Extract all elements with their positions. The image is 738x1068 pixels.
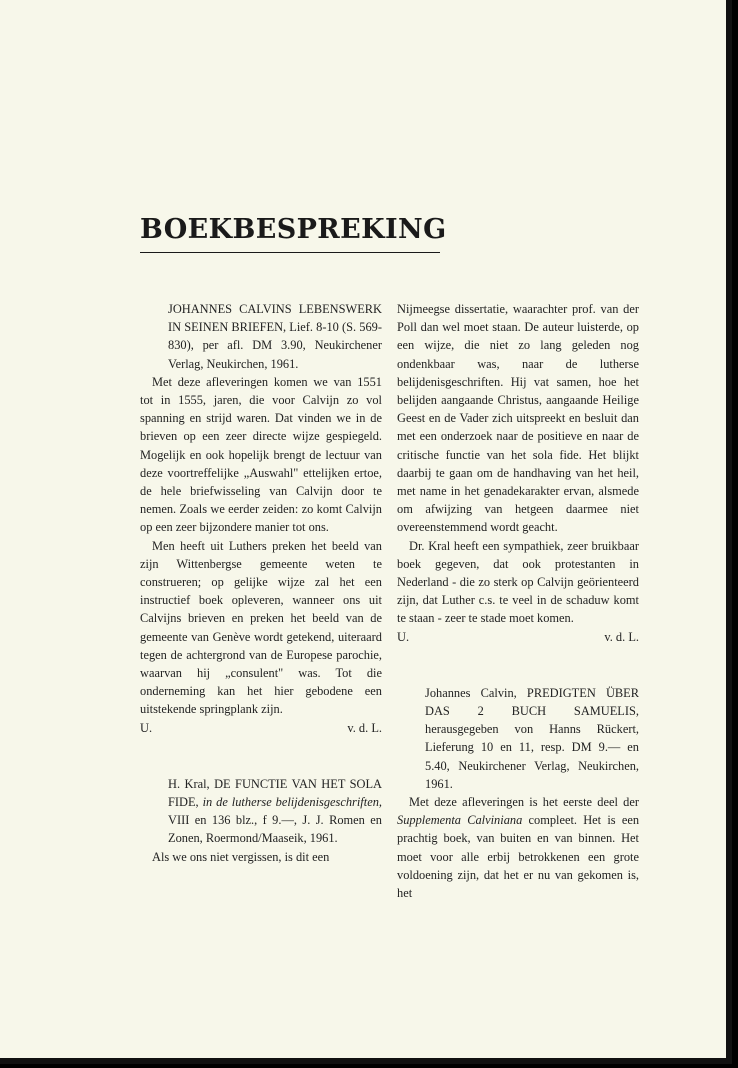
signature-initial: U. <box>140 720 153 735</box>
header-italic-text: in de lutherse belijdenisgeschriften, <box>202 795 382 810</box>
right-column <box>397 300 639 902</box>
review-header: Johannes Calvin, PREDIGTEN ÜBER DAS 2 BUCH SAMUELIS, herausgegeben von Hanns Rückert, Lieferung 10 en 11, resp. DM 9.— en 5.40, Neukirchener Verlag, Neukirchen, 1961. <box>425 685 639 791</box>
signature-initial: U. <box>397 629 410 644</box>
signature-author: v. d. L. <box>347 720 382 735</box>
title-underline <box>140 252 440 253</box>
review-sola-fide <box>140 775 382 866</box>
left-column <box>140 300 382 866</box>
review-calvins-lebenswerk <box>140 300 382 737</box>
review-paragraph <box>397 793 639 902</box>
paragraph-text: compleet. Het is een prachtig boek, van buiten en van binnen. Het moet voor alle erbij betrokkenen een grote voldoening zijn, dat het er nu van gekomen is, het <box>397 813 640 901</box>
page-title: BOEKBESPREKING <box>140 214 447 245</box>
review-paragraph-continued: Nijmeegse dissertatie, waarachter prof. van der Poll dan wel moet staan. De auteur luisterde, op een wijze, die niet zo lang geleden nog ondenkbaar was, naar de lutherse belijdenisgeschriften. Hij vat samen, hoe het belijden aangaande Christus, aangaande Heilige Geest en de Vader zich uitspreekt en besluit dan met een onderzoek naar de positieve en naar de critische functie van het sola fide. Het blijkt daarbij te gaan om de handhaving van het heil, met name in het genadekarakter ervan, alsmede om afwijzing van hetgeen daarmee niet overeenstemmend wordt geacht. <box>397 302 639 535</box>
review-paragraph: Met deze afleveringen komen we van 1551 tot in 1555, jaren, die voor Calvijn zo vol spanning en strijd waren. Dat vinden we in de brieven op een zeer directe wijze gespiegeld. Mogelijk en ook hopelijk brengt de lectuur van deze voortreffelijke „Auswahl" ettelijken ertoe, de hele briefwisseling van Calvijn door te nemen. Zoals we eerder zeiden: zo komt Calvijn op een zeer bijzondere manier tot ons. <box>140 374 382 535</box>
header-text: VIII en 136 blz., f 9.—, J. J. Romen en Zonen, Roermond/Maaseik, 1961. <box>168 813 382 846</box>
paragraph-text: Met deze afleveringen is het eerste deel der <box>409 795 639 810</box>
review-header: JOHANNES CALVINS LEBENSWERK IN SEINEN BRIEFEN, Lief. 8-10 (S. 569-830), per afl. DM 3.90, Neukirchener Verlag, Neukirchen, 1961. <box>168 302 382 371</box>
paragraph-italic-text: Supplementa Calviniana <box>397 813 523 828</box>
review-paragraph: Men heeft uit Luthers preken het beeld van zijn Wittenbergse gemeente weten te construeren; op gelijke wijze zal het een instructief boek opleveren, wanneer ons uit Calvijns brieven en preken het beeld van de gemeente van Genève wordt getekend, uiteraard tegen de achtergrond van de Europese parochie, waarvan hij „consulent" was. Tot die onderneming kan het hier gebodene een uitstekende springplank zijn. <box>140 538 382 717</box>
review-predigten <box>397 684 639 902</box>
signature-author: v. d. L. <box>604 629 639 644</box>
review-paragraph: Als we ons niet vergissen, is dit een <box>152 849 330 864</box>
review-signature <box>140 719 382 737</box>
review-paragraph: Dr. Kral heeft een sympathiek, zeer bruikbaar boek gegeven, dat ook protestanten in Nederland - die zo sterk op Calvijn geörienteerd zijn, dat Luther c.s. te veel in de schaduw komt te staan - zeer te stade moet komen. <box>397 538 639 626</box>
header-text: H. Kral, DE FUNCTIE VAN HET SOLA FIDE, <box>168 776 382 810</box>
review-header <box>140 775 382 848</box>
review-signature <box>397 628 639 646</box>
